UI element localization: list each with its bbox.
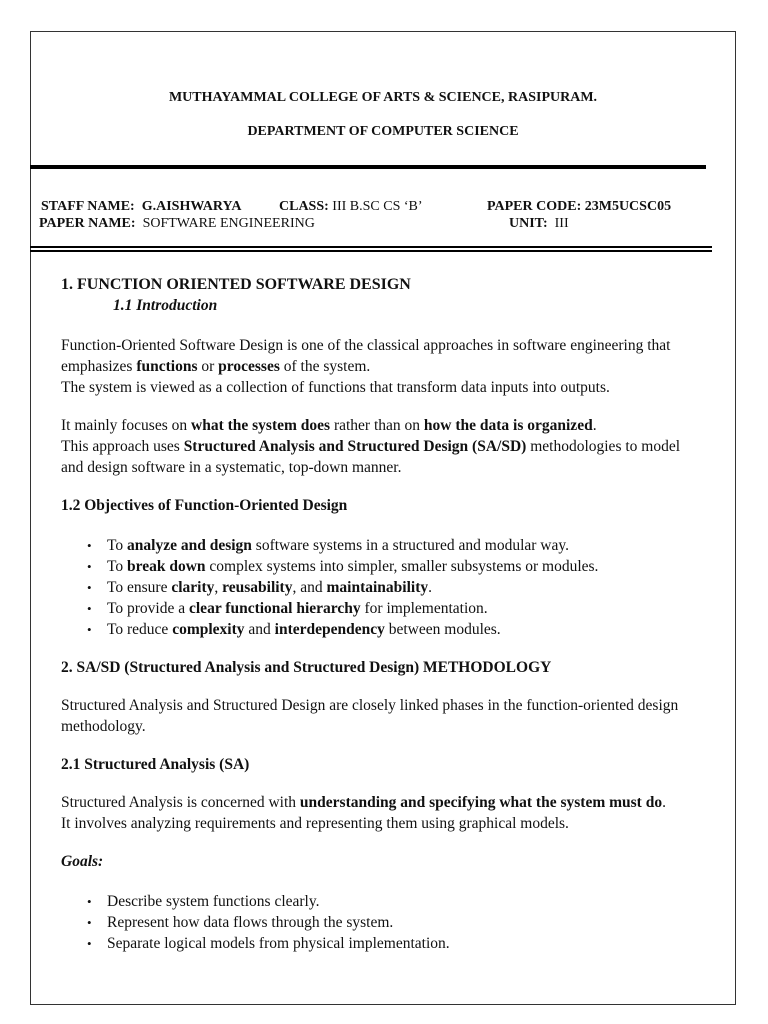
text-run: . bbox=[428, 579, 433, 596]
text-run: of the system. bbox=[279, 358, 371, 375]
list-item bbox=[107, 577, 701, 598]
text-run: This approach uses bbox=[61, 438, 184, 455]
college-name: MUTHAYAMMAL COLLEGE OF ARTS & SCIENCE, RASIPURAM. bbox=[168, 90, 598, 105]
text-run: between modules. bbox=[384, 621, 501, 638]
text-run: To provide a bbox=[107, 600, 189, 617]
text-run: and bbox=[244, 621, 275, 638]
text-run: , bbox=[214, 579, 223, 596]
text-run: , and bbox=[292, 579, 327, 596]
list-item: • Describe system functions clearly. bbox=[107, 891, 701, 912]
class-value: III B.SC CS ‘B’ bbox=[332, 199, 423, 214]
text-run-bold: clear functional hierarchy bbox=[189, 600, 361, 617]
text-run-bold: reusability bbox=[222, 579, 293, 596]
text-run: To bbox=[107, 537, 128, 554]
paper-name-line bbox=[39, 216, 315, 232]
header-rule bbox=[30, 165, 706, 169]
meta-rule-top bbox=[30, 246, 712, 248]
goals-label: Goals: bbox=[61, 853, 104, 870]
unit-value: III bbox=[554, 216, 569, 231]
text-run-bold: how the data is organized bbox=[423, 417, 593, 434]
list-item: • Represent how data flows through the system. bbox=[107, 912, 701, 933]
text-run: To reduce bbox=[107, 621, 173, 638]
section-2-heading: 2. SA/SD (Structured Analysis and Structured Design) METHODOLOGY bbox=[61, 659, 552, 676]
text-run: It mainly focuses on bbox=[61, 417, 192, 434]
class-label: CLASS: bbox=[279, 199, 329, 214]
text-run-bold: maintainability bbox=[326, 579, 429, 596]
section-1-2-heading: 1.2 Objectives of Function-Oriented Design bbox=[61, 497, 348, 514]
intro-paragraph-2 bbox=[61, 415, 701, 436]
text-run-bold: interdependency bbox=[274, 621, 385, 638]
text-run: methodologies to model and design software in a systematic, top-down manner. bbox=[61, 438, 681, 476]
text-run: software systems in a structured and modular way. bbox=[251, 537, 569, 554]
text-run: for implementation. bbox=[360, 600, 488, 617]
goals-list bbox=[61, 891, 701, 954]
list-item: • Separate logical models from physical implementation. bbox=[107, 933, 701, 954]
section-1-1-heading: 1.1 Introduction bbox=[113, 297, 218, 314]
text-run-bold: Structured Analysis and Structured Design (SA/SD) bbox=[183, 438, 527, 455]
objectives-list bbox=[61, 535, 701, 640]
paper-name-value: SOFTWARE ENGINEERING bbox=[142, 216, 315, 231]
section-2-1-paragraph bbox=[61, 792, 701, 813]
text-run: . bbox=[592, 417, 597, 434]
staff-name-value: G.AISHWARYA bbox=[141, 199, 242, 214]
section-2-1-heading: 2.1 Structured Analysis (SA) bbox=[61, 756, 250, 773]
section-1-heading: 1. FUNCTION ORIENTED SOFTWARE DESIGN bbox=[61, 276, 411, 293]
list-item bbox=[107, 556, 701, 577]
intro-paragraph-1 bbox=[61, 335, 701, 377]
section-2-1-paragraph-b: It involves analyzing requirements and representing them using graphical models. bbox=[61, 815, 569, 832]
text-run: rather than on bbox=[330, 417, 424, 434]
text-run: complex systems into simpler, smaller subsystems or modules. bbox=[205, 558, 599, 575]
staff-name-label: STAFF NAME: bbox=[41, 199, 135, 214]
text-run-bold: understanding and specifying what the system must do bbox=[299, 794, 663, 811]
text-run: To ensure bbox=[107, 579, 172, 596]
unit-label: UNIT: bbox=[509, 216, 548, 231]
text-run: . bbox=[662, 794, 666, 811]
staff-name-line bbox=[41, 199, 241, 215]
text-run-bold: analyze and design bbox=[127, 537, 252, 554]
text-run: To bbox=[107, 558, 128, 575]
list-item bbox=[107, 598, 701, 619]
department-name: DEPARTMENT OF COMPUTER SCIENCE bbox=[247, 124, 519, 139]
text-run: Structured Analysis is concerned with bbox=[61, 794, 300, 811]
unit-line bbox=[509, 216, 569, 232]
paper-code-label: PAPER CODE: bbox=[487, 199, 582, 214]
text-run-bold: break down bbox=[127, 558, 206, 575]
list-item bbox=[107, 535, 701, 556]
list-item bbox=[107, 619, 701, 640]
class-line bbox=[279, 199, 423, 215]
text-run-bold: clarity bbox=[171, 579, 215, 596]
paper-name-label: PAPER NAME: bbox=[39, 216, 136, 231]
text-run-bold: functions bbox=[136, 358, 198, 375]
text-run: or bbox=[197, 358, 219, 375]
paper-code-line bbox=[487, 199, 671, 215]
text-run-bold: processes bbox=[218, 358, 280, 375]
text-run: Function-Oriented Software Design is one of the classical approaches in software engineering that emphasizes bbox=[61, 337, 671, 375]
intro-paragraph-3 bbox=[61, 436, 701, 478]
text-run-bold: complexity bbox=[172, 621, 245, 638]
section-2-paragraph: Structured Analysis and Structured Design are closely linked phases in the function-oriented design methodology. bbox=[61, 697, 679, 735]
meta-rule-bottom bbox=[30, 250, 712, 252]
document-body bbox=[61, 274, 701, 954]
paper-code-value: 23M5UCSC05 bbox=[584, 199, 672, 214]
text-run-bold: what the system does bbox=[191, 417, 331, 434]
intro-paragraph-1b: The system is viewed as a collection of functions that transform data inputs into outputs. bbox=[61, 379, 610, 396]
